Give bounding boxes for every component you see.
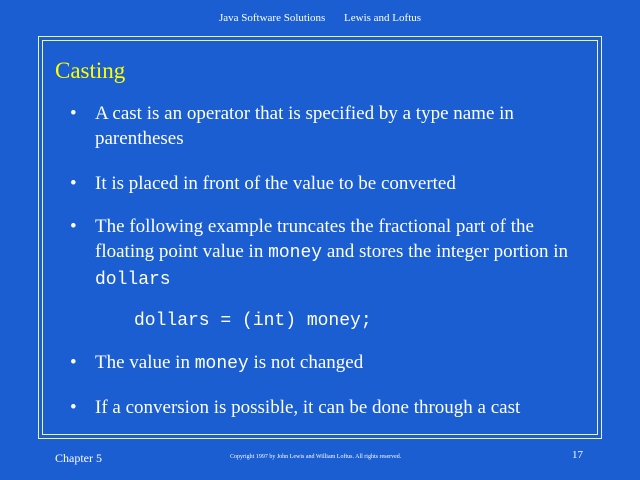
header-book-title: Java Software Solutions	[218, 12, 326, 24]
bullet-marker: •	[70, 397, 77, 418]
slide-header	[0, 12, 640, 24]
code-identifier-dollars: dollars	[95, 270, 171, 290]
code-identifier-money: money	[194, 354, 249, 374]
bullet-item	[70, 171, 580, 196]
bullet-text: If a conversion is possible, it can be done through a cast	[95, 397, 521, 418]
page-number: 17	[572, 449, 583, 461]
footer-copyright: Copyright 1997 by John Lewis and William Loftus. All rights reserved.	[230, 454, 402, 460]
bullet-text: A cast is an operator that is specified by a type name in parentheses	[95, 103, 514, 149]
code-identifier-money: money	[268, 243, 323, 263]
bullet-marker: •	[70, 103, 77, 124]
bullet-text: It is placed in front of the value to be converted	[95, 173, 456, 194]
bullet-text	[95, 350, 580, 377]
code-example: dollars = (int) money;	[134, 311, 372, 331]
bullet-text-part: and stores the integer portion in	[322, 241, 568, 262]
bullet-text-part: The value in	[95, 352, 195, 373]
footer-chapter: Chapter 5	[55, 451, 102, 465]
bullet-text-part: is not changed	[248, 352, 364, 373]
bullet-text	[95, 214, 580, 293]
header-authors: Lewis and Loftus	[344, 12, 422, 24]
bullet-item	[70, 395, 580, 420]
bullet-item	[70, 101, 580, 151]
slide-title: Casting	[55, 58, 126, 83]
bullet-marker: •	[70, 352, 77, 373]
bullet-item	[70, 214, 580, 293]
bullet-marker: •	[70, 173, 77, 194]
bullet-text-part: The following example truncates the fractional part of the floating point value in	[95, 216, 534, 262]
bullet-marker: •	[70, 216, 77, 237]
bullet-item	[70, 350, 580, 377]
